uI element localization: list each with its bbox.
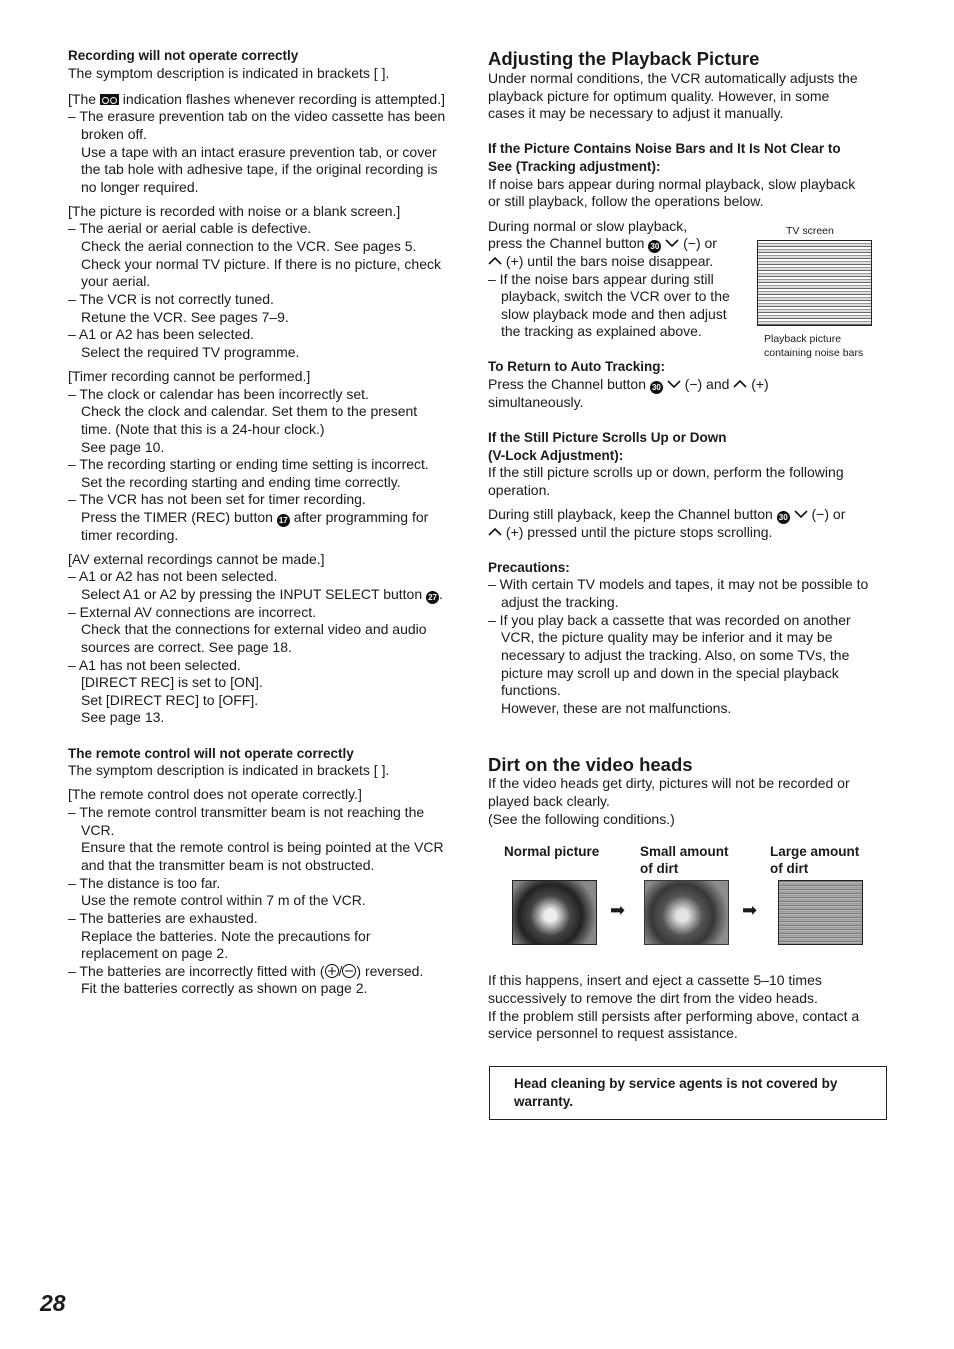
list-item: Select A1 or A2 by pressing the INPUT SELECT button 27 . (81, 586, 443, 602)
paragraph: Press the Channel button 30 (−) and (+) (488, 376, 769, 392)
list-item: See page 13. (81, 709, 165, 725)
chevron-up-icon (488, 527, 502, 537)
picture-caption: Playback picture (764, 333, 842, 345)
paragraph: If the still picture scrolls up or down, perform the following (488, 464, 844, 480)
list-item: – A1 or A2 has been selected. (68, 326, 255, 342)
list-item: – The recording starting or ending time setting is incorrect. (68, 456, 429, 472)
list-item: Set the recording starting and ending time correctly. (81, 474, 401, 490)
arrow-right-icon: ➡ (742, 900, 758, 920)
list-item: – A1 has not been selected. (68, 657, 241, 673)
list-item: the tracking as explained above. (501, 323, 702, 339)
warranty-note-cont: warranty. (514, 1094, 574, 1109)
video-heads-heading: Dirt on the video heads (488, 754, 693, 775)
list-item: your aerial. (81, 273, 151, 289)
list-item: Select the required TV programme. (81, 344, 300, 360)
list-item: Use the remote control within 7 m of the VCR. (81, 892, 366, 908)
list-item: sources are correct. See page 18. (81, 639, 292, 655)
small-dirt-picture (644, 880, 729, 945)
large-dirt-label: Large amount (770, 844, 860, 859)
button-30-icon: 30 (777, 511, 790, 524)
list-item: adjust the tracking. (501, 594, 619, 610)
list-item: functions. (501, 682, 561, 698)
list-item: – The clock or calendar has been incorrectly set. (68, 386, 369, 402)
paragraph: press the Channel button 30 (−) or (488, 235, 717, 251)
auto-tracking-title: To Return to Auto Tracking: (488, 359, 665, 374)
list-item: Fit the batteries correctly as shown on page 2. (81, 980, 368, 996)
picture-caption: containing noise bars (764, 347, 864, 359)
list-item: – External AV connections are incorrect. (68, 604, 316, 620)
list-item: timer recording. (81, 527, 179, 543)
paragraph: If the video heads get dirty, pictures will not be recorded or (488, 775, 850, 791)
list-item: broken off. (81, 126, 147, 142)
list-item: Check the clock and calendar. Set them to the present (81, 403, 418, 419)
tracking-title-cont: See (Tracking adjustment): (488, 159, 661, 174)
list-item: – The batteries are exhausted. (68, 910, 258, 926)
list-item: picture may scroll up and down in the special playback (501, 665, 839, 681)
list-item: See page 10. (81, 439, 165, 455)
list-item: – If you play back a cassette that was recorded on another (488, 612, 851, 628)
recording-intro: The symptom description is indicated in brackets [ ]. (68, 65, 390, 81)
paragraph: cases it may be necessary to adjust it manually. (488, 105, 784, 121)
list-item: Set [DIRECT REC] to [OFF]. (81, 692, 259, 708)
list-item: Check that the connections for external video and audio (81, 621, 427, 637)
paragraph: service personnel to request assistance. (488, 1025, 738, 1041)
plus-icon (325, 964, 339, 978)
button-30-icon: 30 (648, 240, 661, 253)
arrow-right-icon: ➡ (610, 900, 626, 920)
list-item: – The distance is too far. (68, 875, 221, 891)
paragraph: (See the following conditions.) (488, 811, 675, 827)
list-item: Check the aerial connection to the VCR. See pages 5. (81, 238, 417, 254)
symptom-timer: [Timer recording cannot be performed.] (68, 368, 311, 384)
warranty-note: Head cleaning by service agents is not covered by (514, 1076, 838, 1091)
remote-section-title: The remote control will not operate correctly (68, 746, 354, 761)
list-item: the tab hole with adhesive tape, if the original recording is (81, 161, 438, 177)
vlock-title-cont: (V-Lock Adjustment): (488, 448, 624, 463)
symptom-remote: [The remote control does not operate correctly.] (68, 786, 362, 802)
chevron-up-icon (733, 379, 747, 389)
list-item: – The batteries are incorrectly fitted with ( / ) reversed. (68, 963, 424, 979)
list-item: playback, switch the VCR over to the (501, 288, 730, 304)
remote-intro: The symptom description is indicated in brackets [ ]. (68, 762, 390, 778)
symptom-cassette-flash: [The indication flashes whenever recording is attempted.] (68, 91, 445, 107)
list-item: – The erasure prevention tab on the video cassette has been (68, 108, 446, 124)
symptom-noise: [The picture is recorded with noise or a blank screen.] (68, 203, 401, 219)
list-item: – The aerial or aerial cable is defective. (68, 220, 312, 236)
paragraph: playback picture for optimum quality. However, in some (488, 88, 830, 104)
large-dirt-label-cont: of dirt (770, 861, 809, 876)
list-item: slow playback mode and then adjust (501, 306, 727, 322)
noise-bars-picture (757, 240, 872, 326)
list-item: Retune the VCR. See pages 7–9. (81, 309, 289, 325)
paragraph: During still playback, keep the Channel button 30 (−) or (488, 506, 846, 522)
chevron-up-icon (488, 256, 502, 266)
normal-picture (512, 880, 597, 945)
chevron-down-icon (667, 379, 681, 389)
list-item: – A1 or A2 has not been selected. (68, 568, 278, 584)
paragraph: If the problem still persists after performing above, contact a (488, 1008, 860, 1024)
paragraph: or still playback, follow the operations below. (488, 193, 764, 209)
paragraph: (+) until the bars noise disappear. (488, 253, 713, 271)
button-27-icon: 27 (426, 591, 439, 604)
vlock-title: If the Still Picture Scrolls Up or Down (488, 430, 727, 445)
paragraph: During normal or slow playback, (488, 218, 688, 234)
list-item: no longer required. (81, 179, 199, 195)
small-dirt-label: Small amount (640, 844, 729, 859)
small-dirt-label-cont: of dirt (640, 861, 679, 876)
list-item: Press the TIMER (REC) button 17 after programming for (81, 509, 429, 525)
list-item: VCR. (81, 822, 115, 838)
list-item: Check your normal TV picture. If there is no picture, check (81, 256, 442, 272)
normal-picture-label: Normal picture (504, 844, 600, 859)
list-item: – The remote control transmitter beam is not reaching the (68, 804, 425, 820)
paragraph: (+) pressed until the picture stops scrolling. (488, 524, 772, 542)
paragraph: simultaneously. (488, 394, 584, 410)
list-item: Ensure that the remote control is being pointed at the VCR (81, 839, 444, 855)
list-item: time. (Note that this is a 24-hour clock.) (81, 421, 325, 437)
chevron-down-icon (665, 238, 679, 248)
playback-heading: Adjusting the Playback Picture (488, 48, 760, 69)
list-item: However, these are not malfunctions. (501, 700, 732, 716)
page-number: 28 (40, 1290, 66, 1316)
paragraph: operation. (488, 482, 551, 498)
list-item: Replace the batteries. Note the precautions for (81, 928, 371, 944)
minus-icon (342, 964, 356, 978)
button-30-icon: 30 (650, 381, 663, 394)
paragraph: played back clearly. (488, 793, 610, 809)
list-item: necessary to adjust the tracking. Also, on some TVs, the (501, 647, 850, 663)
symptom-av: [AV external recordings cannot be made.] (68, 551, 325, 567)
list-item: Use a tape with an intact erasure prevention tab, or cover (81, 144, 437, 160)
list-item: – The VCR has not been set for timer recording. (68, 491, 366, 507)
list-item: [DIRECT REC] is set to [ON]. (81, 674, 263, 690)
list-item: – The VCR is not correctly tuned. (68, 291, 274, 307)
warranty-note-box (489, 1066, 887, 1120)
button-17-icon: 17 (277, 514, 290, 527)
recording-section-title: Recording will not operate correctly (68, 48, 299, 63)
paragraph: If this happens, insert and eject a cassette 5–10 times (488, 972, 822, 988)
list-item: replacement on page 2. (81, 945, 229, 961)
chevron-down-icon (794, 509, 808, 519)
paragraph: successively to remove the dirt from the video heads. (488, 990, 818, 1006)
tracking-title: If the Picture Contains Noise Bars and It Is Not Clear to (488, 141, 841, 156)
list-item: – If the noise bars appear during still (488, 271, 714, 287)
list-item: – With certain TV models and tapes, it may not be possible to (488, 576, 869, 592)
paragraph: Under normal conditions, the VCR automatically adjusts the (488, 70, 858, 86)
precautions-title: Precautions: (488, 560, 570, 575)
list-item: and that the transmitter beam is not obstructed. (81, 857, 375, 873)
tv-screen-label: TV screen (786, 225, 834, 237)
large-dirt-picture (778, 880, 863, 945)
paragraph: If noise bars appear during normal playback, slow playback (488, 176, 856, 192)
list-item: VCR, the picture quality may be inferior and it may be (501, 629, 833, 645)
cassette-icon (100, 94, 119, 105)
